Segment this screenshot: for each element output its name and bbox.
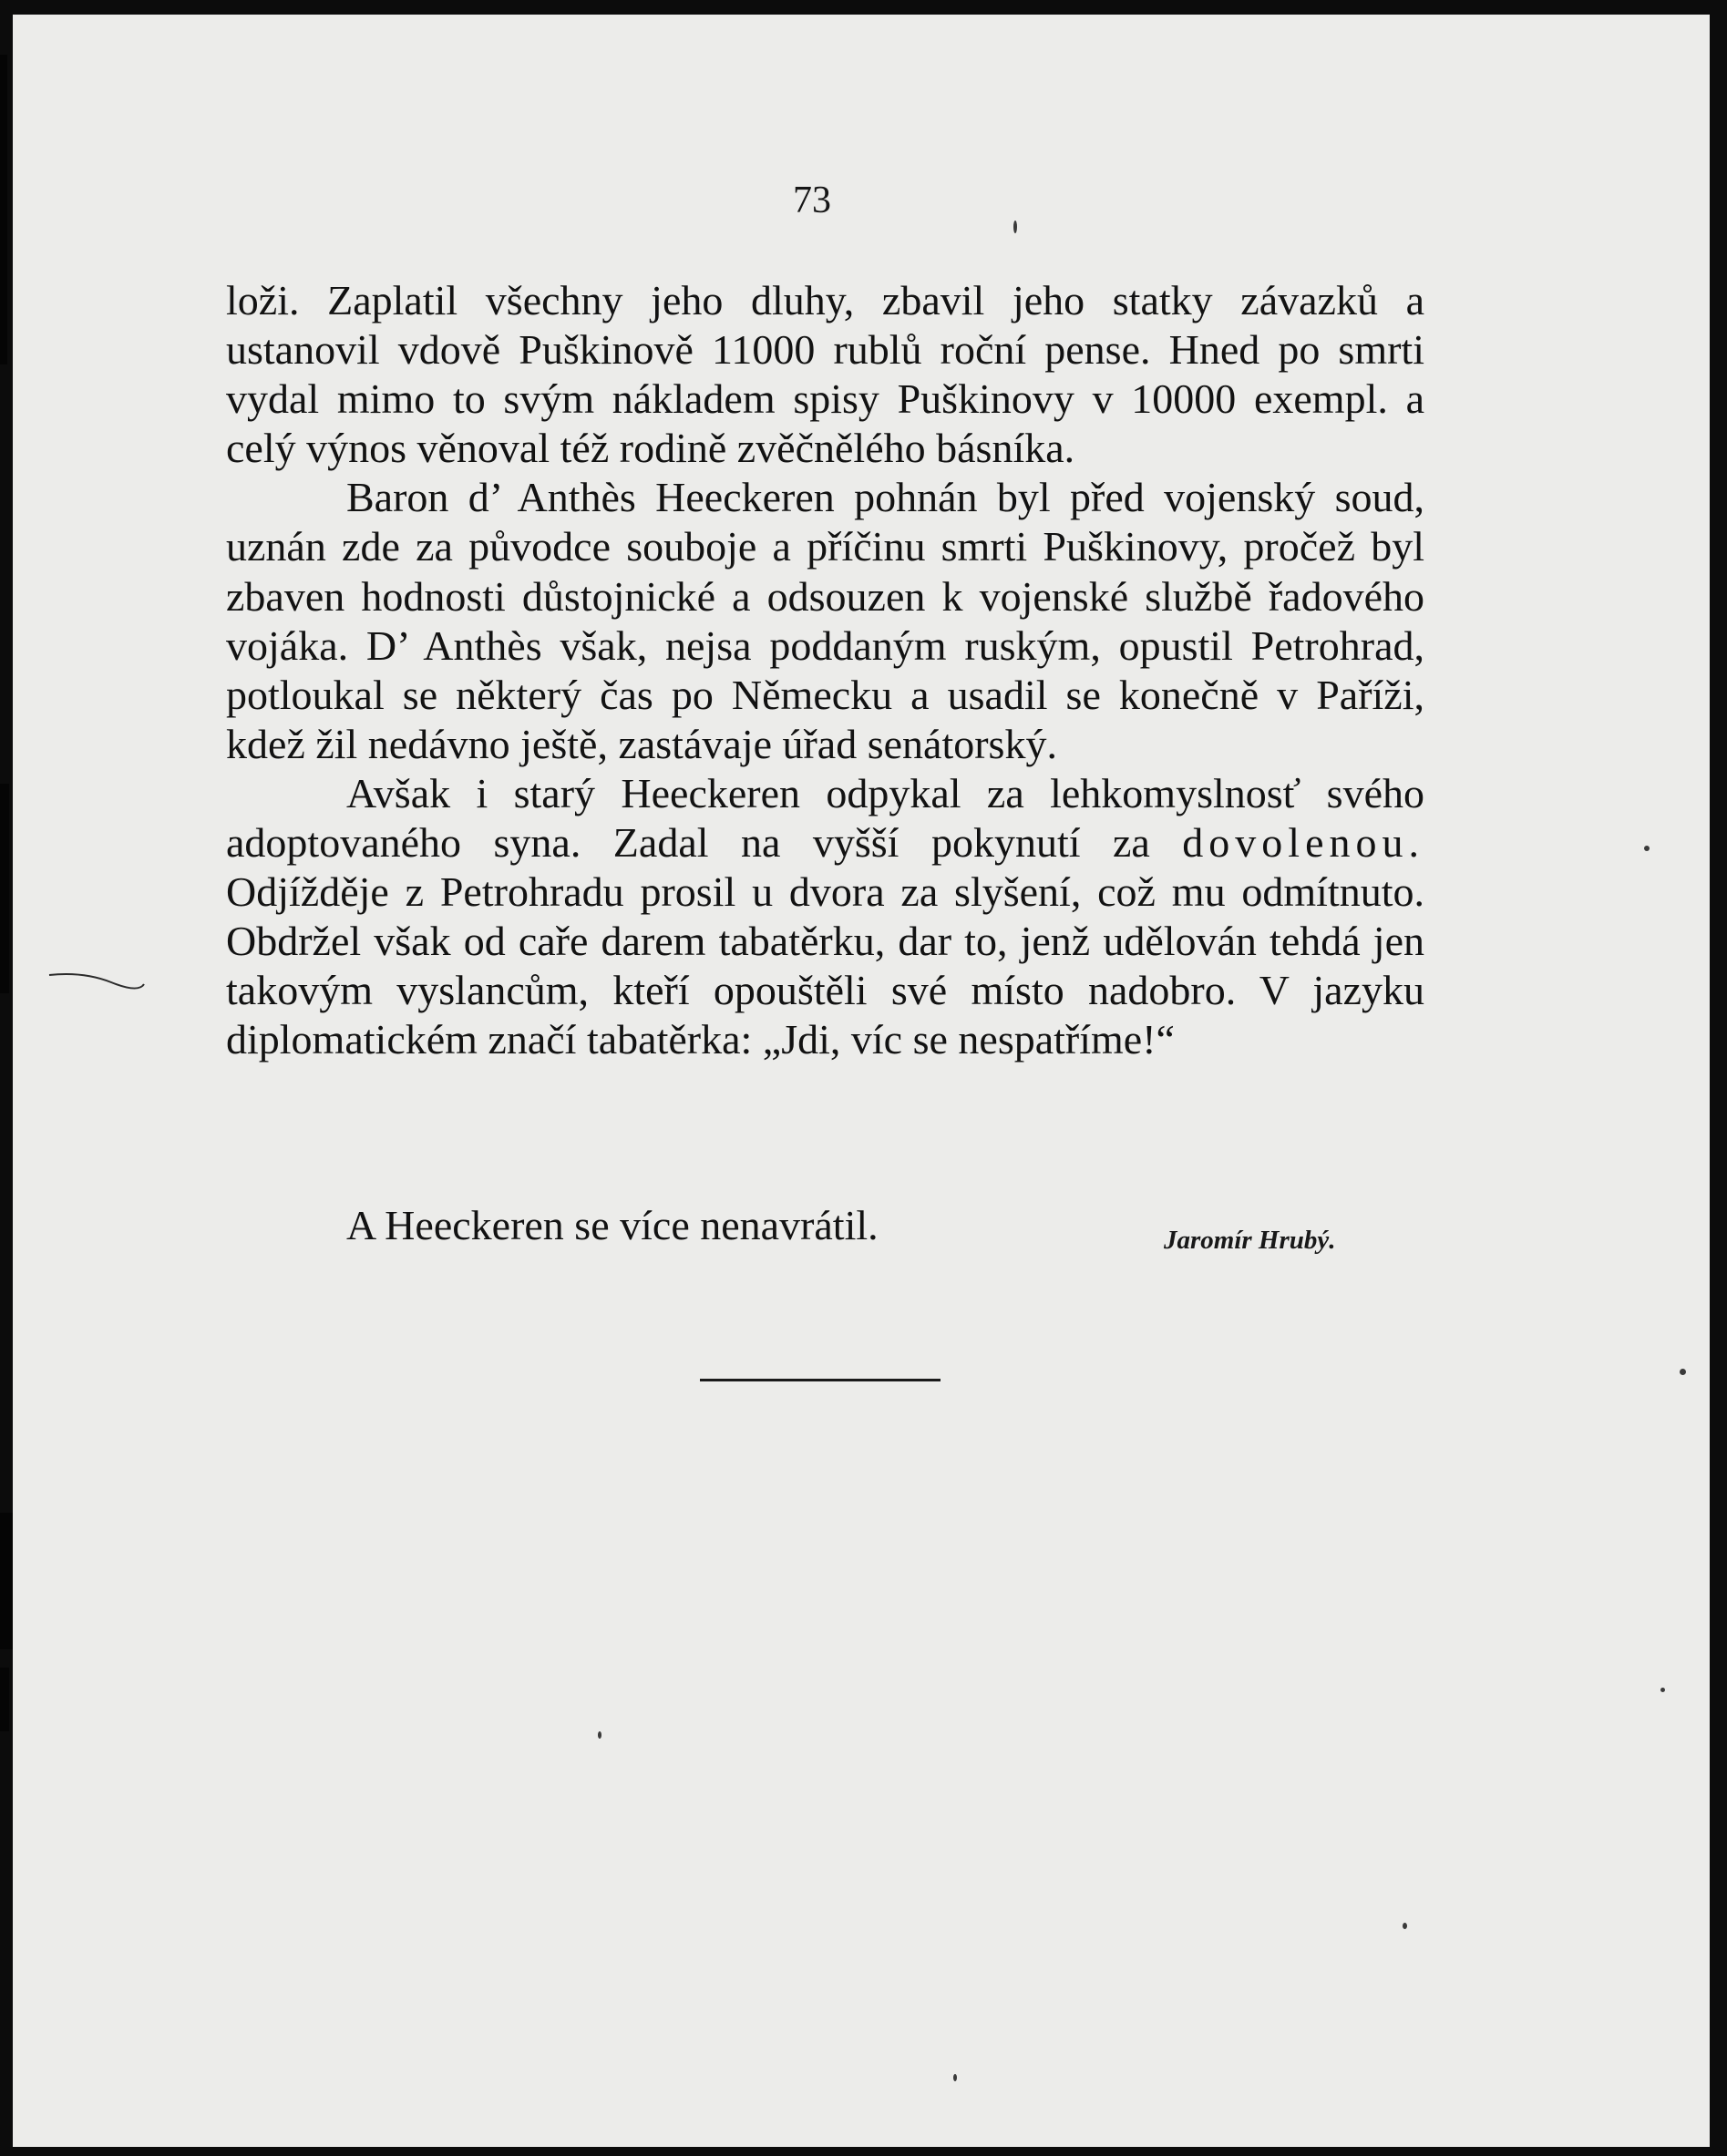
page-number: 73 — [793, 180, 831, 221]
scan-speck — [1403, 1923, 1407, 1929]
paragraph-3 — [226, 769, 1424, 1065]
binding-edge-mark — [0, 1513, 13, 1649]
scan-speck — [1644, 846, 1650, 851]
paragraph-2: Baron d’ Anthès Heeckeren pohnán byl před vojenský soud, uznán zde za původce souboje a příčinu smrti Puškinovy, pročež byl zbaven hodnosti důstojnické a odsouzen k vojenské službě řadového vojáka. D’ Anthès však, nejsa poddaným ruským, opustil Petrohrad, potloukal se některý čas po Německu a usadil se konečně v Paříži, kdež žil nedávno ještě, zastávaje úřad senátorský. — [226, 474, 1424, 767]
spaced-emphasis: dovolenou. — [1182, 819, 1424, 867]
author-signature: Jaromír Hrubý. — [1164, 1226, 1336, 1255]
body-text — [226, 276, 1424, 1065]
closing-line: A Heeckeren se více nenavrátil. — [346, 1202, 879, 1248]
paragraph-1: loži. Zaplatil všechny jeho dluhy, zbavil jeho statky závazků a ustanovil vdově Puškinově 11000 rublů roční pense. Hned po smrti vydal mimo to svým nákladem spisy Puškinovy v 10000 exempl. a celý výnos věnoval též rodině zvěčnělého básníka. — [226, 277, 1424, 472]
scan-speck — [598, 1731, 601, 1739]
binding-edge-mark — [0, 1668, 9, 1731]
margin-pencil-mark — [47, 970, 146, 990]
paragraph-3-end: Odjížděje z Petrohradu prosil u dvora za slyšení, což mu odmítnuto. Obdržel však od caře darem tabatěrku, dar to, jenž udělován tehdá jen takovým vyslancům, kteří opouštěli své místo nadobro. V jazyku diplomatickém značí tabatěrka: „Jdi, víc se nespatříme!“ — [226, 868, 1424, 1063]
end-rule — [700, 1379, 941, 1381]
binding-edge-mark — [0, 55, 7, 364]
scan-speck — [953, 2074, 957, 2081]
binding-edge-mark — [0, 784, 9, 993]
scan-speck — [1680, 1369, 1686, 1375]
scan-speck — [1013, 221, 1017, 233]
paragraph-3-start: Avšak i starý Heeckeren odpykal za lehkomyslnosť svého adoptovaného syna. Zadal na vyšší pokynutí za — [226, 769, 1424, 867]
scan-speck — [1660, 1688, 1665, 1692]
